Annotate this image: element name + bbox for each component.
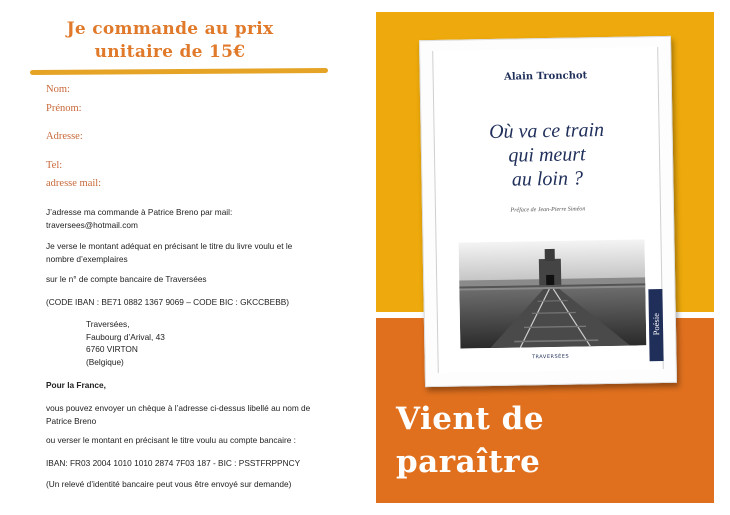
book-author: Alain Tronchot [503, 70, 588, 83]
order-paragraph-iban-fr: IBAN: FR03 2004 1010 1010 2874 7F03 187 - BIC : PSSTFRPPNCY [46, 458, 301, 468]
order-paragraph-rib: (Un relevé d’identité bancaire peut vous être envoyé sur demande) [46, 479, 292, 489]
order-paragraph-2 [46, 240, 336, 265]
order-title-line-2: unitaire de 15€ [94, 42, 246, 62]
order-paragraph-3: sur le n° de compte bancaire de Traversées [46, 274, 207, 284]
address-line-3: 6760 VIRTON [86, 344, 138, 354]
book-preface: Préface de Jean-Pierre Siméon [510, 206, 586, 214]
field-prenom: Prénom: [46, 103, 82, 114]
field-email: adresse mail: [46, 178, 102, 189]
france-heading: Pour la France, [46, 380, 106, 390]
railway-photo [459, 239, 647, 348]
book-title-line-2: qui meurt [508, 143, 586, 167]
book-cover-inner [432, 47, 664, 373]
p5-line-2: Patrice Breno [46, 415, 97, 426]
order-paragraph-transfer: ou verser le montant en précisant le titre voulu au compte bancaire : [46, 435, 296, 445]
headline-line-2: paraître [396, 444, 541, 480]
p2-line-2: nombre d’exemplaires [46, 253, 128, 264]
title-underline [30, 68, 328, 75]
order-title [20, 18, 320, 64]
book-title-line-3: au loin ? [511, 167, 584, 191]
address-line-2: Faubourg d’Arival, 43 [86, 331, 165, 342]
address-line-1: Traversées, [86, 319, 130, 329]
book-title [434, 117, 659, 193]
field-tel: Tel: [46, 160, 63, 171]
field-adresse: Adresse: [46, 131, 83, 142]
book-title-line-1: Où va ce train [488, 119, 605, 144]
order-paragraph-iban-be: (CODE IBAN : BE71 0882 1367 9069 – CODE BIC : GKCCBEBB) [46, 297, 290, 307]
address-line-4: (Belgique) [86, 356, 124, 367]
p1-line-2: traversees@hotmail.com [46, 219, 138, 230]
order-paragraph-cheque [46, 402, 336, 427]
book-cover [419, 36, 677, 387]
order-paragraph-1 [46, 206, 336, 231]
order-title-line-1: Je commande au prix [66, 19, 274, 39]
book-publisher: TRAVERSÉES [531, 353, 570, 361]
book-spine-text: Poésie [650, 312, 662, 336]
headline [396, 398, 544, 484]
p2-line-1: Je verse le montant adéquat en précisant le titre du livre voulu et le [46, 241, 293, 251]
headline-line-1: Vient de [396, 401, 545, 437]
p5-line-1: vous pouvez envoyer un chèque à l’adresse ci-dessus libellé au nom de [46, 403, 311, 413]
p1-line-1: J’adresse ma commande à Patrice Breno par mail: [46, 207, 233, 217]
book-spine-label [648, 289, 663, 361]
field-nom: Nom: [46, 84, 70, 95]
postal-address [86, 318, 376, 368]
